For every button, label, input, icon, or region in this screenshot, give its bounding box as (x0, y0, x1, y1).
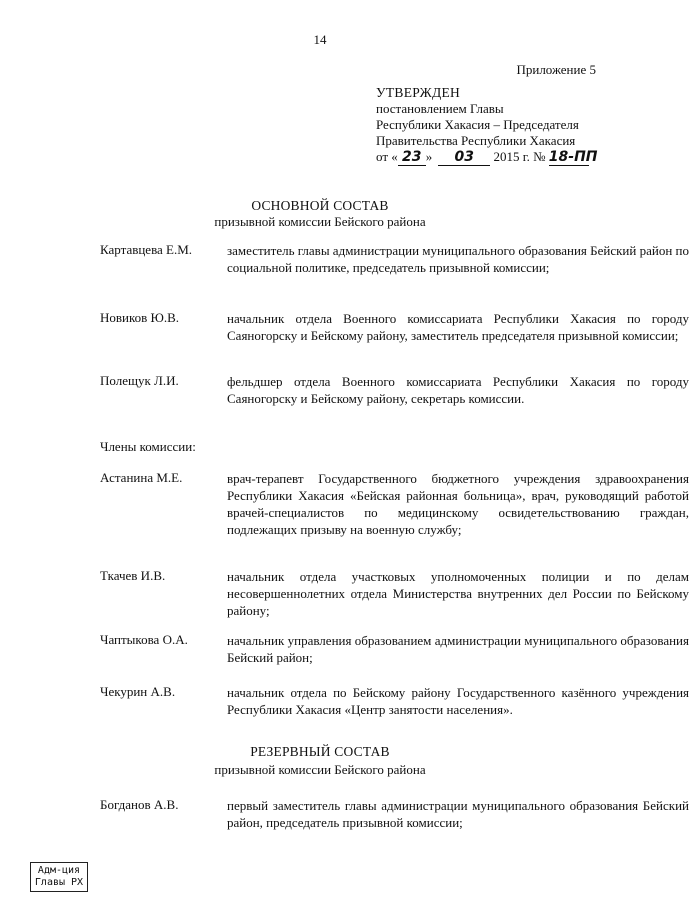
date-mid: » (425, 149, 433, 164)
member-role: начальник отдела Военного комиссариата Республики Хакасия по городу Саяногорску и Бейскому району, заместитель председателя призывной комиссии; (227, 311, 689, 343)
reserve-section-subtitle: призывной комиссии Бейского района (214, 762, 426, 777)
appendix-label: Приложение 5 (516, 62, 596, 77)
member-name: Чаптыкова О.А. (100, 632, 188, 647)
approved-heading: УТВЕРЖДЕН (376, 85, 461, 100)
members-label: Члены комиссии: (100, 439, 196, 454)
approval-line-2: Республики Хакасия – Председателя (376, 117, 579, 132)
member-name: Астанина М.Е. (100, 470, 183, 485)
member-name: Ткачев И.В. (100, 568, 166, 583)
approval-line-3: Правительства Республики Хакасия (376, 133, 576, 148)
handwritten-month: 03 (438, 149, 490, 166)
registry-stamp (30, 862, 88, 892)
handwritten-number: 18-ПП (548, 149, 598, 165)
member-name: Новиков Ю.В. (100, 310, 180, 325)
member-role: начальник управления образованием администрации муниципального образования Бейский район; (227, 633, 689, 665)
date-prefix: от « (376, 149, 398, 164)
member-name: Картавцева Е.М. (100, 242, 193, 257)
member-role: врач-терапевт Государственного бюджетного учреждения здравоохранения Республики Хакасия «Бейская районная больница», врач, руководящий работой врачей-специалистов по медицинскому освидетельствованию граждан, подлежащих призыву на военную службу; (227, 471, 689, 537)
approval-line-1: постановлением Главы (376, 101, 504, 116)
handwritten-day: 23 (398, 149, 426, 166)
stamp-line-1: Адм-ция (37, 865, 81, 876)
main-section-title: ОСНОВНОЙ СОСТАВ (251, 198, 389, 213)
member-name: Богданов А.В. (100, 797, 179, 812)
page-number: 14 (313, 32, 327, 47)
member-name: Чекурин А.В. (100, 684, 176, 699)
member-role: фельдшер отдела Военного комиссариата Республики Хакасия по городу Саяногорску и Бейскому району, секретарь комиссии. (227, 374, 689, 406)
date-year: 2015 г. № (493, 149, 546, 164)
member-name: Полещук Л.И. (100, 373, 179, 388)
member-role: первый заместитель главы администрации муниципального образования Бейский район, председатель призывной комиссии; (227, 798, 689, 830)
member-role: заместитель главы администрации муниципального образования Бейский район по социальной политике, председатель призывной комиссии; (227, 243, 689, 275)
member-role: начальник отдела участковых уполномоченных полиции и по делам несовершеннолетних отдела Министерства внутренних дел России по Бейскому району; (227, 569, 689, 618)
member-role: начальник отдела по Бейскому району Государственного казённого учреждения Республики Хакасия «Центр занятости населения». (227, 685, 689, 717)
reserve-section-title: РЕЗЕРВНЫЙ СОСТАВ (250, 744, 390, 759)
main-section-subtitle: призывной комиссии Бейского района (214, 214, 426, 229)
approval-date-line (376, 149, 606, 166)
approval-block (376, 85, 606, 166)
stamp-line-2: Главы РХ (34, 877, 84, 888)
